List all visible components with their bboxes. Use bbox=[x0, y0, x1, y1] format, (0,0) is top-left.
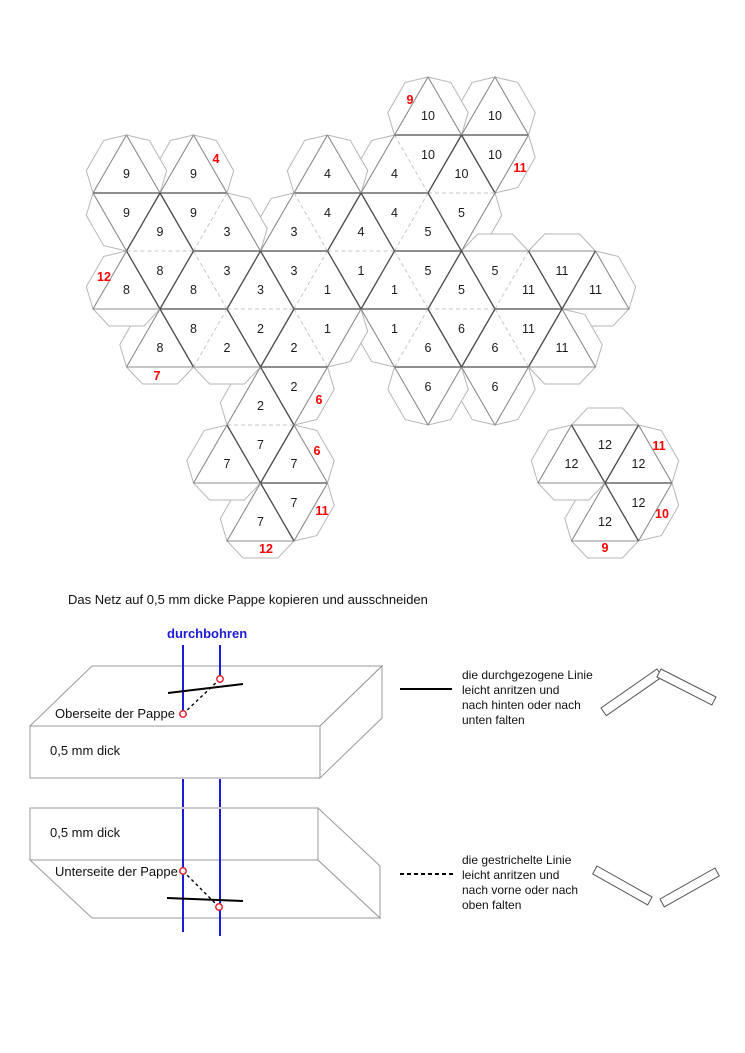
glue-tab bbox=[328, 135, 368, 193]
cardboard-diagrams bbox=[30, 645, 382, 936]
glue-tab bbox=[227, 193, 267, 251]
net-edge bbox=[261, 483, 295, 541]
face-number: 5 bbox=[424, 263, 432, 278]
net-edge bbox=[194, 251, 228, 309]
face-number: 8 bbox=[190, 321, 197, 336]
glue-tab bbox=[328, 309, 368, 367]
face-number: 7 bbox=[223, 457, 231, 472]
net-edge bbox=[395, 251, 429, 309]
net-edge bbox=[428, 309, 462, 367]
net-edge bbox=[227, 309, 261, 367]
glue-tab bbox=[428, 367, 468, 425]
face-number: 10 bbox=[421, 147, 435, 162]
face-number: 6 bbox=[458, 321, 465, 336]
face-number: 7 bbox=[257, 437, 264, 452]
net-edge bbox=[227, 251, 261, 309]
net-edge bbox=[160, 309, 194, 367]
glue-tabs bbox=[86, 77, 678, 558]
tab-number: 4 bbox=[212, 152, 220, 166]
face-number: 5 bbox=[491, 263, 499, 278]
face-number: 5 bbox=[424, 225, 432, 240]
net-edge bbox=[194, 193, 228, 251]
net-edge bbox=[294, 251, 328, 309]
glue-tab bbox=[531, 425, 571, 483]
net-edge bbox=[395, 135, 429, 193]
glue-tab bbox=[639, 425, 679, 483]
face-number: 8 bbox=[190, 283, 197, 298]
tab-number: 9 bbox=[406, 93, 414, 107]
face-number: 5 bbox=[458, 205, 465, 220]
mountain-fold-bar bbox=[601, 669, 662, 716]
net-edge bbox=[261, 367, 295, 425]
glue-tab bbox=[428, 77, 468, 135]
net-edge bbox=[294, 309, 328, 367]
face-number: 10 bbox=[488, 109, 502, 124]
face-number: 11 bbox=[555, 263, 569, 278]
face-number: 8 bbox=[123, 283, 130, 298]
tab-number: 9 bbox=[601, 541, 609, 555]
tab-number: 7 bbox=[153, 369, 161, 383]
hole-marker bbox=[217, 676, 223, 682]
net-edge bbox=[194, 309, 228, 367]
tab-number: 6 bbox=[315, 393, 323, 407]
face-number: 4 bbox=[391, 205, 398, 220]
copy-instruction-text: Das Netz auf 0,5 mm dicke Pappe kopieren und ausschneiden bbox=[68, 592, 428, 607]
mountain-fold-bar bbox=[657, 669, 716, 705]
net-edge bbox=[261, 309, 295, 367]
face-number: 8 bbox=[156, 263, 164, 278]
net-edge bbox=[462, 251, 496, 309]
net-edge bbox=[495, 309, 529, 367]
top-side-label: Oberseite der Pappe bbox=[55, 706, 175, 721]
legend-line: die durchgezogene Linie bbox=[462, 668, 593, 682]
face-number: 12 bbox=[564, 457, 579, 472]
face-number: 7 bbox=[290, 457, 298, 472]
tab-number: 11 bbox=[315, 504, 329, 518]
face-number: 12 bbox=[598, 437, 612, 452]
face-number: 3 bbox=[290, 225, 298, 240]
face-number: 1 bbox=[357, 263, 365, 278]
face-number: 10 bbox=[454, 167, 469, 182]
glue-tab bbox=[294, 367, 334, 425]
net-edge bbox=[395, 193, 429, 251]
net-edge bbox=[127, 193, 161, 251]
net-edge bbox=[495, 251, 529, 309]
face-number: 2 bbox=[290, 341, 298, 356]
tab-number: 12 bbox=[259, 542, 273, 556]
net-edge bbox=[328, 193, 362, 251]
face-number: 9 bbox=[190, 167, 197, 182]
net-edge bbox=[462, 135, 496, 193]
face-number: 3 bbox=[223, 225, 231, 240]
face-number: 9 bbox=[190, 205, 197, 220]
face-number: 9 bbox=[123, 167, 130, 182]
legend-line: unten falten bbox=[462, 713, 525, 727]
face-number: 3 bbox=[290, 263, 298, 278]
face-number: 3 bbox=[257, 283, 264, 298]
net-edge bbox=[160, 193, 194, 251]
face-number: 8 bbox=[156, 341, 164, 356]
glue-tab bbox=[86, 193, 126, 251]
glue-tab bbox=[388, 367, 428, 425]
net-edge bbox=[605, 425, 639, 483]
net-edge bbox=[605, 483, 639, 541]
drill-label: durchbohren bbox=[167, 626, 248, 641]
tab-number: 10 bbox=[655, 507, 669, 521]
face-number: 2 bbox=[257, 321, 264, 336]
glue-tab bbox=[596, 251, 636, 309]
face-number: 4 bbox=[357, 225, 365, 240]
face-number: 4 bbox=[391, 167, 398, 182]
face-number: 1 bbox=[391, 321, 398, 336]
legend-line: die gestrichelte Linie bbox=[462, 853, 572, 867]
face-number: 6 bbox=[491, 341, 499, 356]
hole-marker bbox=[180, 868, 186, 874]
glue-tab bbox=[529, 234, 596, 251]
face-number: 10 bbox=[488, 147, 502, 162]
net-edge bbox=[261, 251, 295, 309]
net-edge bbox=[227, 425, 261, 483]
face-number: 4 bbox=[324, 205, 331, 220]
face-number: 5 bbox=[458, 283, 465, 298]
net-edge bbox=[462, 309, 496, 367]
face-number: 11 bbox=[522, 283, 535, 298]
glue-tab bbox=[529, 367, 596, 384]
glue-tab bbox=[495, 77, 535, 135]
net-edge bbox=[361, 193, 395, 251]
net-edge bbox=[395, 309, 429, 367]
net-edge bbox=[127, 251, 161, 309]
legend-line: nach hinten oder nach bbox=[462, 698, 581, 712]
face-number: 12 bbox=[631, 457, 646, 472]
face-number: 9 bbox=[123, 205, 130, 220]
face-number: 9 bbox=[156, 225, 164, 240]
face-number: 4 bbox=[324, 167, 331, 182]
face-number: 6 bbox=[491, 379, 499, 394]
tab-number: 6 bbox=[313, 444, 321, 458]
glue-tab bbox=[187, 425, 227, 483]
face-number: 10 bbox=[421, 109, 435, 124]
net-edge bbox=[428, 193, 462, 251]
tab-number: 12 bbox=[97, 270, 111, 284]
net-edge bbox=[529, 251, 563, 309]
thickness-label-top: 0,5 mm dick bbox=[50, 743, 121, 758]
net-edge bbox=[428, 135, 462, 193]
net-edge bbox=[328, 251, 362, 309]
net-edge bbox=[361, 251, 395, 309]
face-number: 7 bbox=[257, 515, 264, 530]
tab-number: 11 bbox=[513, 161, 527, 175]
face-number: 6 bbox=[424, 341, 432, 356]
legend-line: oben falten bbox=[462, 898, 522, 912]
net-edge bbox=[562, 251, 596, 309]
tab-number: 11 bbox=[652, 439, 666, 453]
legend-line: nach vorne oder nach bbox=[462, 883, 579, 897]
net-edge bbox=[428, 251, 462, 309]
face-number: 1 bbox=[391, 283, 398, 298]
thickness-label-bottom: 0,5 mm dick bbox=[50, 825, 121, 840]
face-number: 1 bbox=[324, 321, 331, 336]
net-edge bbox=[294, 193, 328, 251]
face-number: 11 bbox=[522, 321, 535, 336]
glue-tab bbox=[495, 367, 535, 425]
hole-marker bbox=[216, 904, 222, 910]
face-number: 2 bbox=[257, 399, 264, 414]
face-number: 11 bbox=[589, 283, 602, 298]
face-number: 6 bbox=[424, 379, 432, 394]
net-edge bbox=[572, 425, 606, 483]
legend-dashed-text bbox=[462, 853, 578, 913]
glue-tab bbox=[287, 135, 327, 193]
glue-tab bbox=[572, 408, 639, 425]
bottom-side-label: Unterseite der Pappe bbox=[55, 864, 178, 879]
face-number: 12 bbox=[598, 515, 612, 530]
glue-tab bbox=[127, 135, 167, 193]
legend-line: leicht anritzen und bbox=[462, 683, 560, 697]
face-number: 2 bbox=[290, 379, 298, 394]
net-edge bbox=[529, 309, 563, 367]
valley-fold-bar bbox=[593, 866, 652, 905]
legend-solid-text bbox=[462, 668, 593, 728]
net-edge bbox=[261, 425, 295, 483]
face-number: 3 bbox=[223, 263, 231, 278]
glue-tab bbox=[86, 135, 126, 193]
face-number: 1 bbox=[324, 283, 331, 298]
face-number: 12 bbox=[631, 495, 646, 510]
legend-line: leicht anritzen und bbox=[462, 868, 560, 882]
face-number: 7 bbox=[290, 495, 298, 510]
face-number: 11 bbox=[555, 341, 569, 356]
face-number: 2 bbox=[223, 341, 231, 356]
net-edge bbox=[160, 251, 194, 309]
hole-marker bbox=[180, 711, 186, 717]
valley-fold-bar bbox=[660, 868, 719, 907]
